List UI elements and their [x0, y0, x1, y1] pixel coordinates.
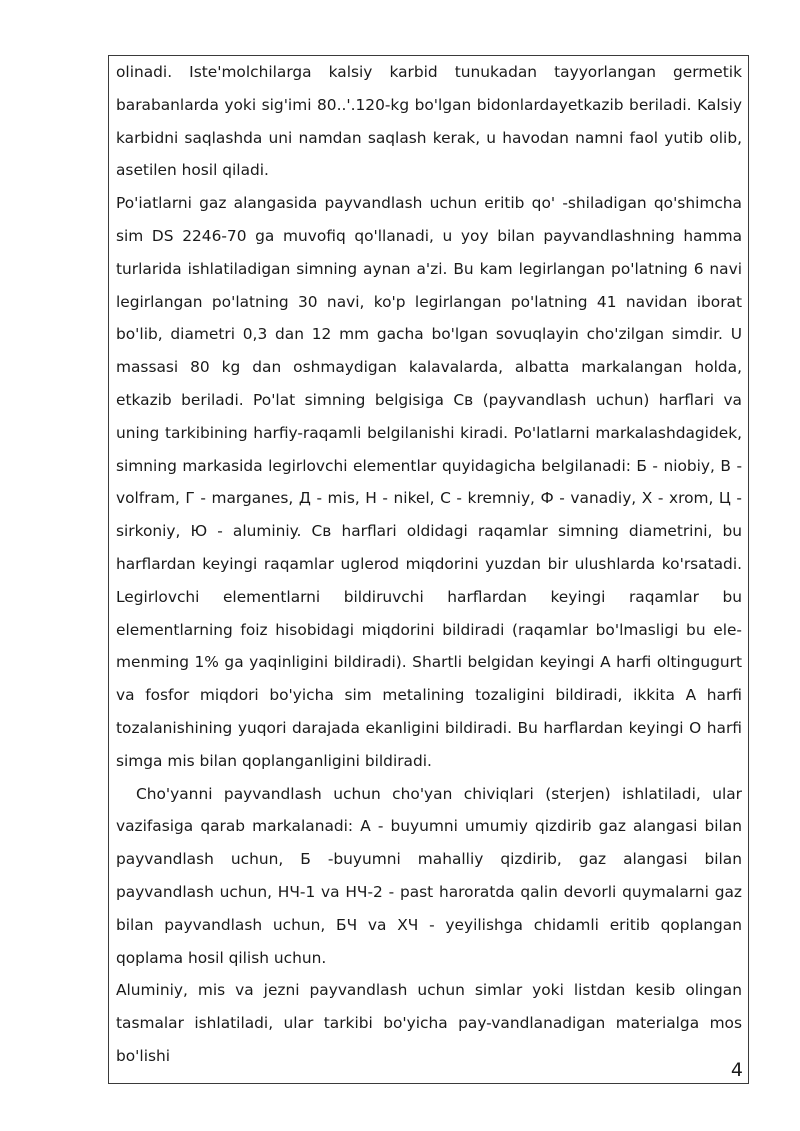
paragraph: Po'iatlarni gaz alangasida payvandlash uchun eritib qo' -shiladigan qo'shimcha sim DS 2246-70 ga muvofiq qo'llanadi, u yoy bilan payvandlashning hamma turlarida ishlatiladigan simning aynan a'zi. Bu kam legirlangan po'latning 6 navi legirlangan po'latning 30 navi, ko'p legirlangan po'latning 41 navidan iborat bo'lib, diametri 0,3 dan 12 mm gacha bo'lgan sovuqlayin cho'zilgan simdir. U massasi 80 kg dan oshmaydigan kalavalarda, albatta markalangan holda, etkazib beriladi. Po'lat simning belgisiga Св (payvandlash uchun) harflari va uning tarkibining harfiy-raqamli belgilanishi kiradi. Po'latlarni markalashdagidek, simning markasida legirlovchi elementlar quyidagicha belgilanadi: Б - niobiy, В - volfram, Г - marganes, Д - mis, Н - nikel, С - kremniy, Ф - vanadiy, X - xrom, Ц - sirkoniy, Ю - aluminiy. Св harflari oldidagi raqamlar simning diametrini, bu harflardan keyingi raqamlar uglerod miqdorini yuzdan bir ulushlarda ko'rsatadi. Legirlovchi elementlarni bildiruvchi harflardan keyingi raqamlar bu elementlarning foiz hisobidagi miqdorini bildiradi (raqamlar bo'lmasligi bu ele-menming 1% ga yaqinligini bildiradi). Shartli belgidan keyingi A harfi oltingugurt va fosfor miqdori bo'yicha sim metalining tozaligini bildiradi, ikkita A harfi tozalanishining yuqori darajada ekanligini bildiradi. Bu harflardan keyingi O harfi simga mis bilan qoplanganligini bildiradi. — [116, 194, 742, 770]
document-body — [116, 56, 742, 1073]
paragraph: Aluminiy, mis va jezni payvandlash uchun simlar yoki listdan kesib olingan tasmalar ishlatiladi, ular tarkibi bo'yicha pay-vandlanadigan materialga mos bo'lishi — [116, 981, 742, 1065]
paragraph: olinadi. Iste'molchilarga kalsiy karbid tunukadan tayyorlangan germetik barabanlarda yoki sig'imi 80..'.120-kg bo'lgan bidonlardayetkazib beriladi. Kalsiy karbidni saqlashda uni namdan saqlash kerak, u havodan namni faol yutib olib, asetilen hosil qiladi. — [116, 63, 742, 180]
paragraph: Cho'yanni payvandlash uchun cho'yan chiviqlari (sterjen) ishlatiladi, ular vazifasiga qarab markalanadi: A - buyumni umumiy qizdirib gaz alangasi bilan payvandlash uchun, Б -buyumni mahalliy qizdirib, gaz alangasi bilan payvandlash uchun, НЧ-1 va НЧ-2 - past haroratda qalin devorli quymalarni gaz bilan payvandlash uchun, БЧ va ХЧ - yeyilishga chidamli eritib qoplangan qoplama hosil qilish uchun. — [116, 784, 742, 967]
page-number: 4 — [730, 1059, 743, 1081]
